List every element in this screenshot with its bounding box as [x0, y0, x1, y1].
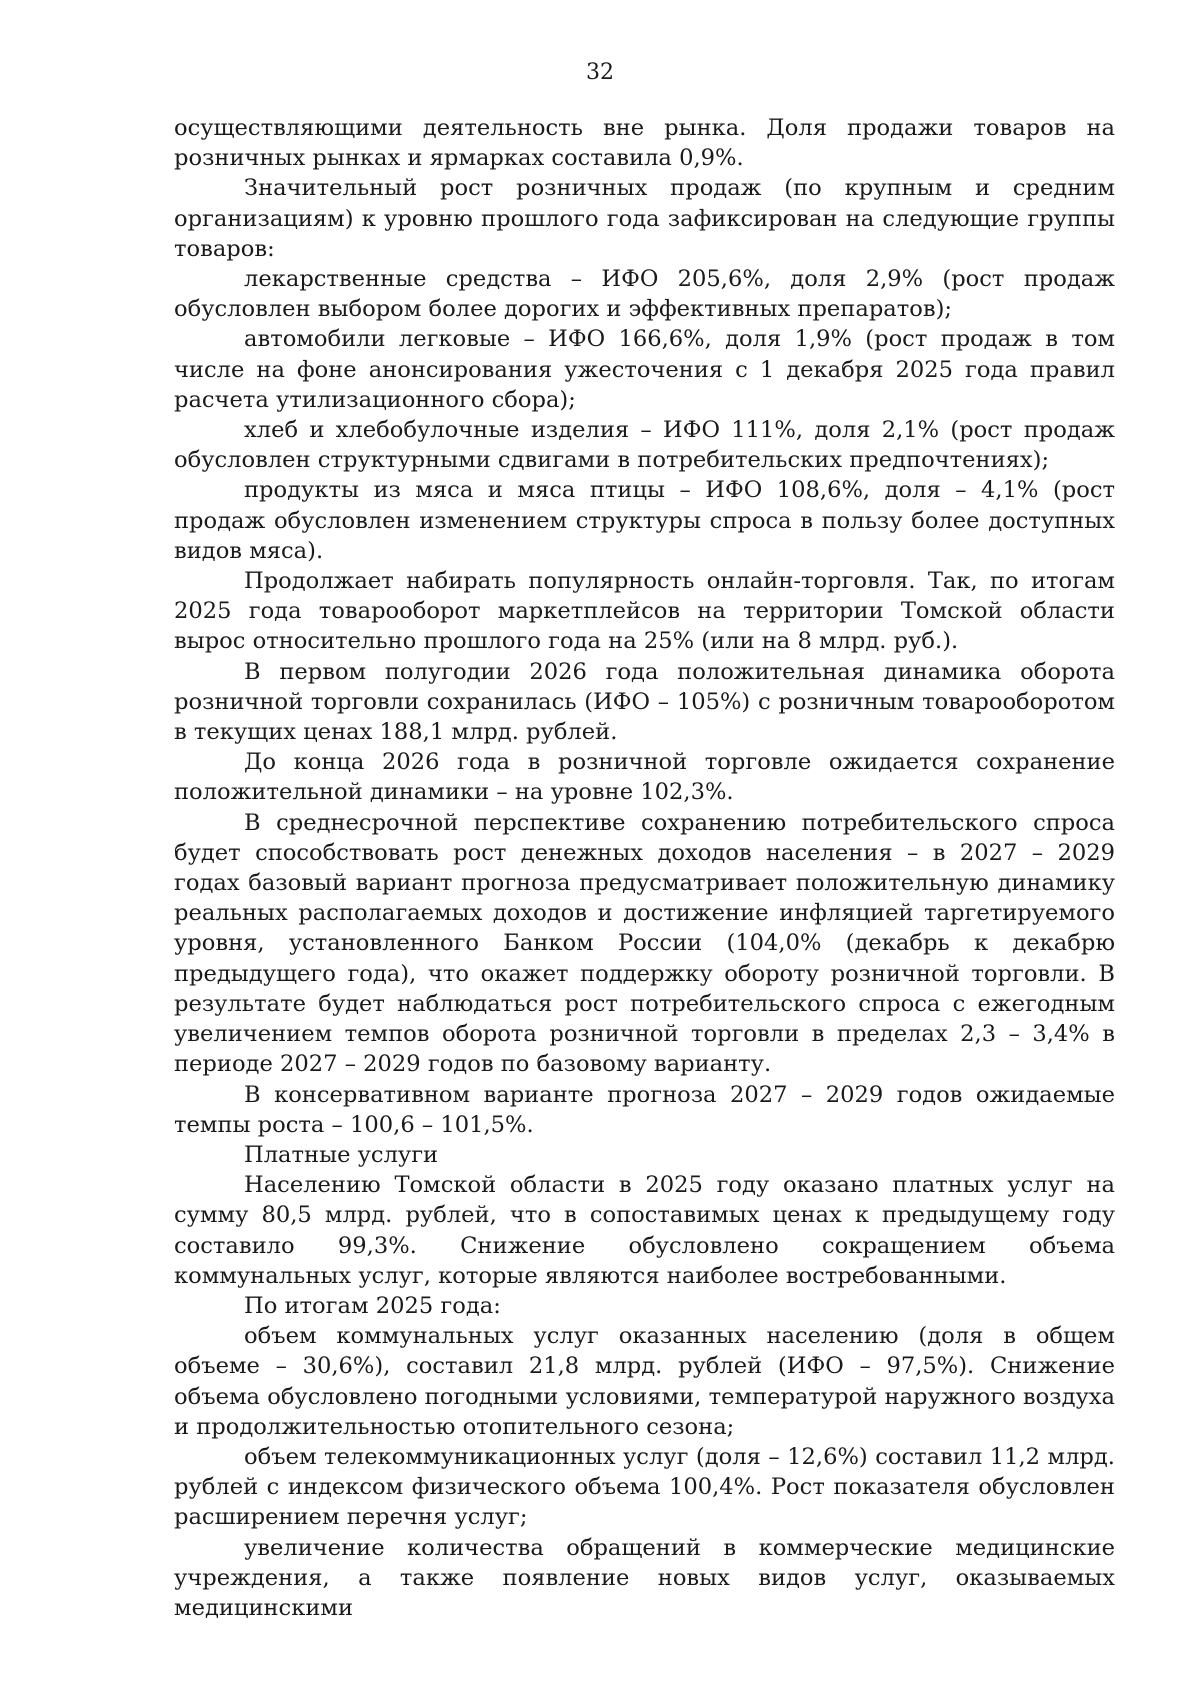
paragraph: Населению Томской области в 2025 году оказано платных услуг на сумму 80,5 млрд. рублей, что в сопоставимых ценах к предыдущему году составило 99,3%. Снижение обусловлено сокращением объема коммунальных услуг, которые являются наиболее востребованными.: [174, 1172, 1115, 1289]
list-item-paragraph: лекарственные средства – ИФО 205,6%, доля 2,9% (рост продаж обусловлен выбором более дорогих и эффективных препаратов);: [174, 266, 1115, 323]
paragraph: В первом полугодии 2026 года положительная динамика оборота розничной торговли сохранилась (ИФО – 105%) с розничным товарооборотом в текущих ценах 188,1 млрд. рублей.: [174, 658, 1115, 746]
list-item-paragraph: хлеб и хлебобулочные изделия – ИФО 111%, доля 2,1% (рост продаж обусловлен структурными сдвигами в потребительских предпочтениях);: [174, 417, 1115, 474]
section-heading: Платные услуги: [244, 1141, 439, 1168]
paragraph: Продолжает набирать популярность онлайн-торговля. Так, по итогам 2025 года товарооборот маркетплейсов на территории Томской области вырос относительно прошлого года на 25% (или на 8 млрд. руб.).: [174, 568, 1115, 655]
paragraph: Значительный рост розничных продаж (по крупным и средним организациям) к уровню прошлого года зафиксирован на следующие группы товаров:: [174, 175, 1115, 262]
paragraph: По итогам 2025 года:: [244, 1292, 501, 1319]
list-item-paragraph: автомобили легковые – ИФО 166,6%, доля 1,9% (рост продаж в том числе на фоне анонсирования ужесточения с 1 декабря 2025 года правил расчета утилизационного сбора);: [174, 326, 1115, 413]
paragraph: В среднесрочной перспективе сохранению потребительского спроса будет способствовать рост денежных доходов населения – в 2027 – 2029 годах базовый вариант прогноза предусматривает положительную динамику реальных располагаемых доходов и достижение инфляцией таргетируемого уровня, установленного Банком России (104,0% (декабрь к декабрю предыдущего года), что окажет поддержку обороту розничной торговли. В результате будет наблюдаться рост потребительского спроса с ежегодным увеличением темпов оборота розничной торговли в пределах 2,3 – 3,4% в периоде 2027 – 2029 годов по базовому варианту.: [174, 809, 1115, 1078]
list-item-paragraph: увеличение количества обращений в коммерческие медицинские учреждения, а также появление новых видов услуг, оказываемых медицинскими: [174, 1534, 1115, 1621]
list-item-paragraph: продукты из мяса и мяса птицы – ИФО 108,6%, доля – 4,1% (рост продаж обусловлен изменением структуры спроса в пользу более доступных видов мяса).: [174, 477, 1115, 564]
paragraph: В консервативном варианте прогноза 2027 – 2029 годов ожидаемые темпы роста – 100,6 – 101,5%.: [174, 1081, 1115, 1138]
paragraph: До конца 2026 года в розничной торговле ожидается сохранение положительной динамики – на уровне 102,3%.: [174, 749, 1115, 806]
list-item-paragraph: объем телекоммуникационных услуг (доля – 12,6%) составил 11,2 млрд. рублей с индексом физического объема 100,4%. Рост показателя обусловлен расширением перечня услуг;: [174, 1443, 1115, 1531]
paragraph: осуществляющими деятельность вне рынка. Доля продажи товаров на розничных рынках и ярмарках составила 0,9%.: [174, 115, 1115, 172]
document-body: [174, 113, 1115, 1623]
page-number: 32: [586, 60, 614, 85]
list-item-paragraph: объем коммунальных услуг оказанных населению (доля в общем объеме – 30,6%), составил 21,8 млрд. рублей (ИФО – 97,5%). Снижение объема обусловлено погодными условиями, температурой наружного воздуха и продолжительностью отопительного сезона;: [174, 1323, 1115, 1440]
